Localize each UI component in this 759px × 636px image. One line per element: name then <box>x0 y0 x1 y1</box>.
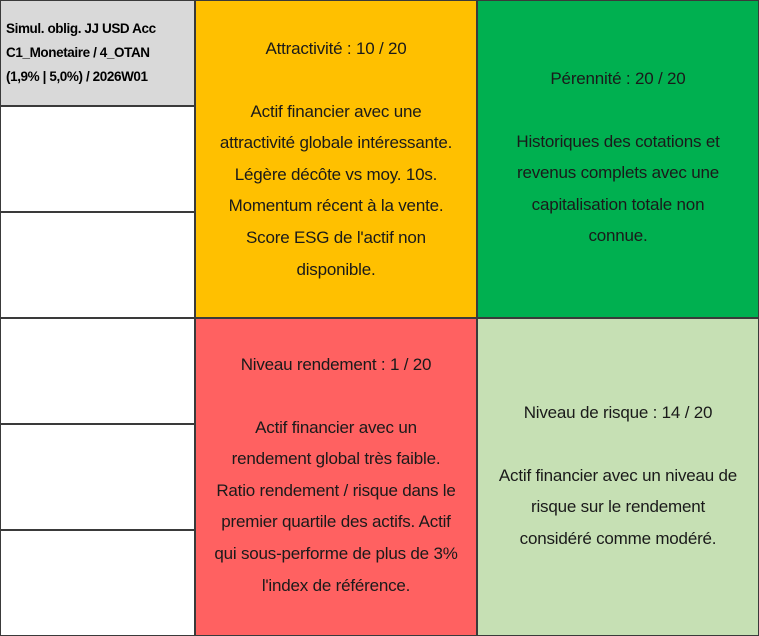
rendement-line-3: Ratio rendement / risque dans le <box>216 480 456 500</box>
attractivite-line-5: Score ESG de l'actif non <box>246 227 426 247</box>
attractivite-panel <box>195 0 477 318</box>
asset-name: Simul. oblig. JJ USD Acc <box>6 21 156 36</box>
asset-header <box>0 0 195 106</box>
attractivite-title: Attractivité : 10 / 20 <box>265 39 407 58</box>
attractivite-line-1: Actif financier avec une <box>250 101 422 121</box>
perennite-line-1: Historiques des cotations et <box>516 131 720 151</box>
rendement-line-4: premier quartile des actifs. Actif <box>221 512 451 532</box>
risque-title: Niveau de risque : 14 / 20 <box>523 403 713 422</box>
empty-cell-3 <box>0 318 195 424</box>
asset-rates-period: (1,9% | 5,0%) / 2026W01 <box>6 69 148 84</box>
perennite-panel <box>477 0 759 318</box>
asset-category: C1_Monetaire / 4_OTAN <box>6 45 150 60</box>
perennite-description <box>516 126 719 252</box>
attractivite-line-6: disponible. <box>296 259 376 279</box>
attractivite-line-4: Momentum récent à la vente. <box>228 196 444 216</box>
rendement-line-5: qui sous-performe de plus de 3% <box>214 543 458 563</box>
perennite-line-3: capitalisation totale non <box>531 194 705 214</box>
attractivite-line-3: Légère décôte vs moy. 10s. <box>234 164 438 184</box>
rendement-line-6: l'index de référence. <box>261 575 411 595</box>
empty-cell-4 <box>0 424 195 530</box>
attractivite-description <box>220 96 452 286</box>
rendement-panel <box>195 318 477 636</box>
rendement-title: Niveau rendement : 1 / 20 <box>240 355 432 374</box>
rendement-description <box>214 412 457 602</box>
risque-line-3: considéré comme modéré. <box>519 528 717 548</box>
risque-description <box>499 460 737 555</box>
empty-cell-5 <box>0 530 195 636</box>
rendement-line-1: Actif financier avec un <box>255 417 417 437</box>
empty-cell-2 <box>0 212 195 318</box>
risque-line-2: risque sur le rendement <box>530 497 705 517</box>
perennite-title: Pérennité : 20 / 20 <box>550 69 686 88</box>
perennite-line-2: revenus complets avec une <box>517 163 719 183</box>
rendement-line-2: rendement global très faible. <box>231 449 441 469</box>
attractivite-line-2: attractivité globale intéressante. <box>219 133 453 153</box>
perennite-line-4: connue. <box>588 226 648 246</box>
empty-cell-1 <box>0 106 195 212</box>
risque-line-1: Actif financier avec un niveau de <box>498 465 738 485</box>
risque-panel <box>477 318 759 636</box>
